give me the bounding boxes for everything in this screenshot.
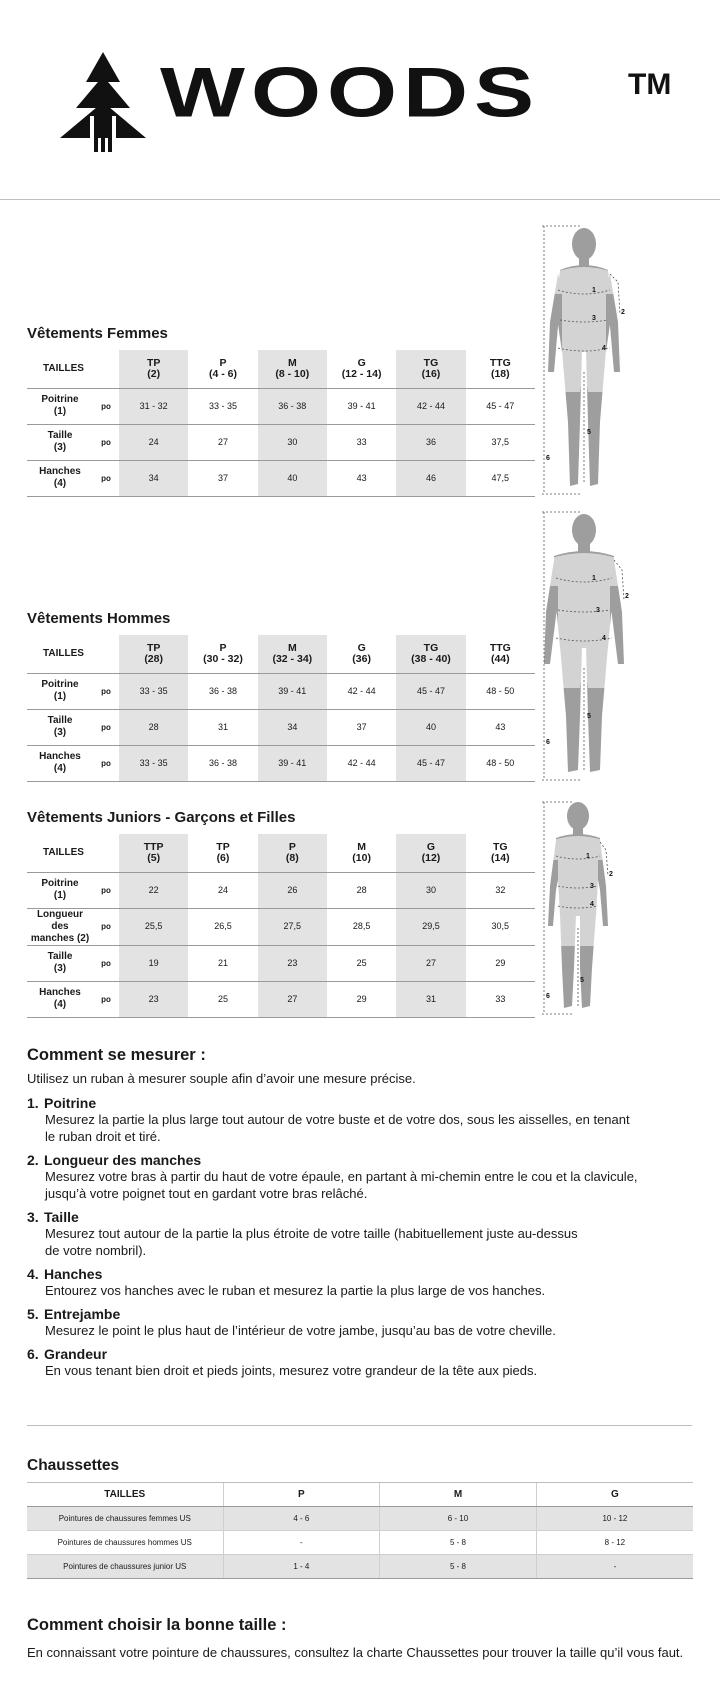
figure-label: 6: [546, 993, 550, 1000]
list-item: [27, 1095, 687, 1145]
table-cell: 39 - 41: [327, 388, 396, 424]
table-row: [27, 745, 535, 781]
table-cell: -: [536, 1555, 693, 1579]
table-cell: 43: [327, 460, 396, 496]
women-col-head: M (8 - 10): [258, 350, 327, 388]
row-label: Pointures de chaussures femmes US: [27, 1507, 223, 1531]
row-label: Hanches (4): [27, 460, 93, 496]
table-row: [27, 673, 535, 709]
table-cell: 29,5: [396, 908, 465, 945]
how-to-measure-section: [27, 1044, 687, 1379]
brand-header: [0, 0, 720, 200]
table-cell: 33 - 35: [119, 673, 188, 709]
table-cell: 37: [188, 460, 257, 496]
table-cell: 31: [396, 981, 465, 1017]
socks-section: [27, 1456, 693, 1579]
figure-label: 5: [587, 713, 591, 720]
table-cell: 8 - 12: [536, 1531, 693, 1555]
table-cell: 23: [258, 945, 327, 981]
figure-label: 1: [592, 287, 596, 294]
socks-size-table: [27, 1482, 693, 1579]
table-cell: 43: [466, 709, 535, 745]
figure-label: 1: [586, 853, 590, 860]
table-cell: 40: [396, 709, 465, 745]
table-cell: 25,5: [119, 908, 188, 945]
table-cell: 37,5: [466, 424, 535, 460]
step-number: 1.: [27, 1095, 39, 1111]
men-col-head: M (32 - 34): [258, 635, 327, 673]
list-item: [27, 1209, 687, 1259]
figure-label: 6: [546, 455, 550, 462]
table-cell: 36: [396, 424, 465, 460]
table-cell: 4 - 6: [223, 1507, 380, 1531]
step-description: Entourez vos hanches avec le ruban et mesurez la partie la plus large de vos hanches.: [45, 1283, 546, 1298]
table-row: [27, 1531, 693, 1555]
table-cell: 39 - 41: [258, 745, 327, 781]
list-item: [27, 1346, 687, 1379]
table-cell: 45 - 47: [396, 745, 465, 781]
women-col-head: G (12 - 14): [341, 356, 382, 380]
step-title: Poitrine: [44, 1095, 97, 1111]
table-cell: 42 - 44: [396, 388, 465, 424]
table-cell: -: [223, 1531, 380, 1555]
measure-title: Comment se mesurer :: [27, 1046, 206, 1064]
women-col-head: P (4 - 6): [208, 356, 237, 380]
table-cell: 47,5: [466, 460, 535, 496]
table-cell: 36 - 38: [188, 745, 257, 781]
tree-logo-icon: [58, 52, 148, 152]
men-title: Vêtements Hommes: [27, 610, 171, 627]
figure-label: 5: [580, 977, 584, 984]
women-col-head: TTG (18): [489, 356, 511, 380]
table-cell: 36 - 38: [258, 388, 327, 424]
table-cell: 34: [258, 709, 327, 745]
row-label: Longueur des manches (2): [27, 908, 93, 945]
table-cell: 42 - 44: [327, 745, 396, 781]
women-size-table: [27, 350, 535, 497]
table-cell: 19: [119, 945, 188, 981]
men-figure-illustration: [540, 508, 630, 784]
table-cell: 28: [119, 709, 188, 745]
figure-label: 6: [546, 739, 550, 746]
men-size-table: [27, 635, 535, 782]
figure-label: 2: [609, 871, 613, 878]
table-row: [27, 981, 535, 1017]
women-col-head: TG (16): [396, 350, 465, 388]
men-col-head: P (30 - 32): [203, 641, 243, 665]
figure-label: 4: [590, 901, 594, 908]
table-row: [27, 709, 535, 745]
table-row: [27, 388, 535, 424]
step-title: Hanches: [44, 1266, 103, 1282]
table-row: [27, 945, 535, 981]
table-cell: 22: [119, 872, 188, 908]
step-title: Taille: [44, 1209, 79, 1225]
table-cell: 45 - 47: [466, 388, 535, 424]
men-size-section: [27, 609, 537, 782]
socks-col-head: TAILLES: [27, 1483, 223, 1507]
juniors-size-table: [27, 834, 535, 1018]
juniors-col-head: TG (14): [490, 840, 510, 864]
table-cell: 42 - 44: [327, 673, 396, 709]
measure-intro: Utilisez un ruban à mesurer souple afin d’avoir une mesure précise.: [27, 1071, 416, 1086]
table-row: [27, 1555, 693, 1579]
row-label: Taille (3): [27, 945, 93, 981]
step-description: Mesurez votre bras à partir du haut de votre épaule, en partant à mi-chemin entre le cou et la clavicule, jusqu’à votre poignet tout en gardant votre bras relâché.: [45, 1169, 638, 1201]
table-cell: 36 - 38: [188, 673, 257, 709]
table-cell: 37: [327, 709, 396, 745]
table-cell: 48 - 50: [466, 673, 535, 709]
table-cell: 31 - 32: [119, 388, 188, 424]
table-cell: 33: [466, 981, 535, 1017]
table-cell: 27: [258, 981, 327, 1017]
table-cell: 27,5: [258, 908, 327, 945]
socks-col-head: G: [536, 1483, 693, 1507]
women-sizes-label: TAILLES: [43, 363, 84, 375]
step-description: Mesurez le point le plus haut de l’intérieur de votre jambe, jusqu’au bas de votre cheville.: [45, 1323, 556, 1338]
figure-label: 2: [621, 309, 625, 316]
table-cell: 24: [119, 424, 188, 460]
figure-label: 5: [587, 429, 591, 436]
figure-label: 4: [602, 635, 606, 642]
men-col-head: TP (28): [119, 635, 188, 673]
unit-label: po: [93, 388, 119, 424]
table-cell: 28: [327, 872, 396, 908]
women-figure-illustration: [540, 222, 630, 498]
step-description: Mesurez tout autour de la partie la plus étroite de votre taille (habituellement juste au-dessus de votre nombril).: [45, 1226, 578, 1258]
step-title: Longueur des manches: [44, 1152, 202, 1168]
table-cell: 31: [188, 709, 257, 745]
table-row: [27, 424, 535, 460]
socks-title: Chaussettes: [27, 1457, 120, 1474]
figure-label: 3: [596, 607, 600, 614]
row-label: Taille (3): [27, 424, 93, 460]
men-sizes-label: TAILLES: [43, 648, 84, 660]
women-size-section: [27, 324, 537, 497]
table-cell: 5 - 8: [380, 1555, 537, 1579]
list-item: [27, 1152, 687, 1202]
trademark: TM: [628, 68, 672, 101]
table-cell: 6 - 10: [380, 1507, 537, 1531]
juniors-col-head: M (10): [352, 840, 371, 864]
women-title: Vêtements Femmes: [27, 325, 168, 342]
step-description: En vous tenant bien droit et pieds joints, mesurez votre grandeur de la tête aux pieds.: [45, 1363, 538, 1378]
men-col-head: TTG (44): [489, 641, 511, 665]
row-label: Pointures de chaussures junior US: [27, 1555, 223, 1579]
table-cell: 1 - 4: [223, 1555, 380, 1579]
figure-label: 2: [625, 593, 629, 600]
juniors-size-section: [27, 808, 537, 1018]
table-cell: 34: [119, 460, 188, 496]
unit-label: po: [93, 424, 119, 460]
unit-label: po: [93, 945, 119, 981]
step-title: Entrejambe: [44, 1306, 121, 1322]
table-row: [27, 908, 535, 945]
row-label: Poitrine (1): [27, 872, 93, 908]
table-cell: 33: [327, 424, 396, 460]
juniors-col-head: G (12): [396, 834, 465, 872]
table-cell: 25: [327, 945, 396, 981]
unit-label: po: [93, 709, 119, 745]
table-cell: 23: [119, 981, 188, 1017]
unit-label: po: [93, 872, 119, 908]
figure-label: 1: [592, 575, 596, 582]
list-item: [27, 1306, 687, 1339]
unit-label: po: [93, 460, 119, 496]
table-cell: 5 - 8: [380, 1531, 537, 1555]
table-cell: 21: [188, 945, 257, 981]
figure-label: 4: [602, 345, 606, 352]
table-cell: 26,5: [188, 908, 257, 945]
table-cell: 33 - 35: [188, 388, 257, 424]
unit-label: po: [93, 673, 119, 709]
table-cell: 10 - 12: [536, 1507, 693, 1531]
unit-label: po: [93, 908, 119, 945]
table-cell: 45 - 47: [396, 673, 465, 709]
row-label: Taille (3): [27, 709, 93, 745]
juniors-figure-illustration: [540, 798, 620, 1018]
table-cell: 30,5: [466, 908, 535, 945]
choose-size-section: [27, 1614, 707, 1662]
row-label: Hanches (4): [27, 981, 93, 1017]
section-divider: [27, 1425, 692, 1426]
brand-name: WOODS: [160, 54, 540, 132]
row-label: Poitrine (1): [27, 388, 93, 424]
table-cell: 29: [466, 945, 535, 981]
step-number: 4.: [27, 1266, 39, 1282]
juniors-col-head: TTP (5): [119, 834, 188, 872]
table-cell: 28,5: [327, 908, 396, 945]
table-cell: 24: [188, 872, 257, 908]
table-cell: 27: [396, 945, 465, 981]
table-cell: 25: [188, 981, 257, 1017]
juniors-col-head: P (8): [258, 834, 327, 872]
table-row: [27, 1507, 693, 1531]
table-cell: 26: [258, 872, 327, 908]
socks-col-head: P: [223, 1483, 380, 1507]
table-row: [27, 872, 535, 908]
step-title: Grandeur: [44, 1346, 108, 1362]
header-divider: [0, 199, 720, 200]
socks-col-head: M: [380, 1483, 537, 1507]
table-cell: 30: [396, 872, 465, 908]
juniors-title: Vêtements Juniors - Garçons et Filles: [27, 809, 296, 826]
juniors-col-head: TP (6): [216, 840, 230, 864]
step-number: 2.: [27, 1152, 39, 1168]
table-cell: 30: [258, 424, 327, 460]
table-cell: 29: [327, 981, 396, 1017]
row-label: Pointures de chaussures hommes US: [27, 1531, 223, 1555]
table-cell: 33 - 35: [119, 745, 188, 781]
juniors-sizes-label: TAILLES: [43, 847, 84, 859]
choose-title: Comment choisir la bonne taille :: [27, 1616, 287, 1634]
table-cell: 39 - 41: [258, 673, 327, 709]
unit-label: po: [93, 981, 119, 1017]
table-cell: 32: [466, 872, 535, 908]
women-col-head: TP (2): [119, 350, 188, 388]
step-number: 6.: [27, 1346, 39, 1362]
table-cell: 46: [396, 460, 465, 496]
men-col-head: TG (38 - 40): [396, 635, 465, 673]
step-number: 3.: [27, 1209, 39, 1225]
list-item: [27, 1266, 687, 1299]
step-number: 5.: [27, 1306, 39, 1322]
figure-label: 3: [590, 883, 594, 890]
table-cell: 40: [258, 460, 327, 496]
choose-text: En connaissant votre pointure de chaussures, consultez la charte Chaussettes pour trouver la taille qu’il vous faut.: [27, 1645, 684, 1660]
table-cell: 48 - 50: [466, 745, 535, 781]
row-label: Hanches (4): [27, 745, 93, 781]
figure-label: 3: [592, 315, 596, 322]
row-label: Poitrine (1): [27, 673, 93, 709]
table-row: [27, 460, 535, 496]
unit-label: po: [93, 745, 119, 781]
table-cell: 27: [188, 424, 257, 460]
step-description: Mesurez la partie la plus large tout autour de votre buste et de votre dos, sous les aisselles, en tenant le ruban droit et tiré.: [45, 1112, 630, 1144]
measure-steps: [27, 1095, 687, 1379]
men-col-head: G (36): [352, 641, 371, 665]
